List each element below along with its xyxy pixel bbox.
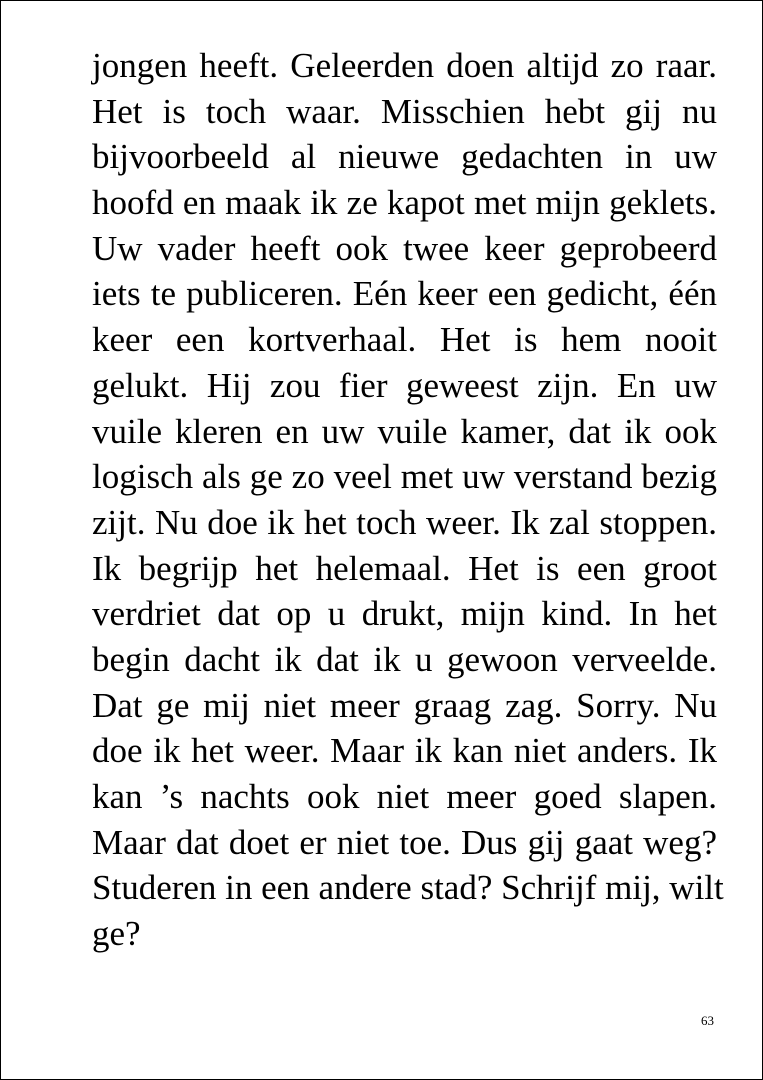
text-line: iets te publiceren. Eén keer een gedicht, één (92, 274, 717, 314)
text-line: kan ’s nachts ook niet meer goed slapen. (92, 777, 717, 816)
text-line: zijt. Nu doe ik het toch weer. Ik zal stoppen. (92, 502, 717, 542)
text-line: Ik begrijp het helemaal. Het is een groot (92, 548, 717, 588)
text-line: begin dacht ik dat ik u gewoon verveelde. (92, 639, 717, 679)
text-line: doe ik het weer. Maar ik kan niet anders. Ik (92, 731, 717, 771)
text-line: Studeren in een andere stad? Schrijf mij, wilt (92, 868, 724, 908)
text-line: gelukt. Hij zou fier geweest zijn. En uw (92, 365, 717, 405)
text-line: logisch als ge zo veel met uw verstand bezig (92, 457, 717, 497)
text-line: vuile kleren en uw vuile kamer, dat ik ook (92, 411, 717, 451)
text-line: Dat ge mij niet meer graag zag. Sorry. Nu (92, 685, 717, 725)
body-text (92, 43, 724, 957)
text-line: Uw vader heeft ook twee keer geprobeerd (92, 228, 717, 268)
text-line: verdriet dat op u drukt, mijn kind. In het (92, 594, 717, 634)
text-line: bijvoorbeeld al nieuwe gedachten in uw (92, 137, 717, 177)
text-line-last: ge? (92, 914, 141, 954)
page-number: 63 (701, 1013, 714, 1028)
text-line: Maar dat doet er niet toe. Dus gij gaat weg? (92, 822, 717, 862)
text-line: jongen heeft. Geleerden doen altijd zo raar. (92, 46, 717, 85)
text-line: Het is toch waar. Misschien hebt gij nu (92, 91, 717, 131)
text-line: hoofd en maak ik ze kapot met mijn geklets. (92, 183, 717, 223)
text-line: keer een kortverhaal. Het is hem nooit (92, 320, 717, 360)
